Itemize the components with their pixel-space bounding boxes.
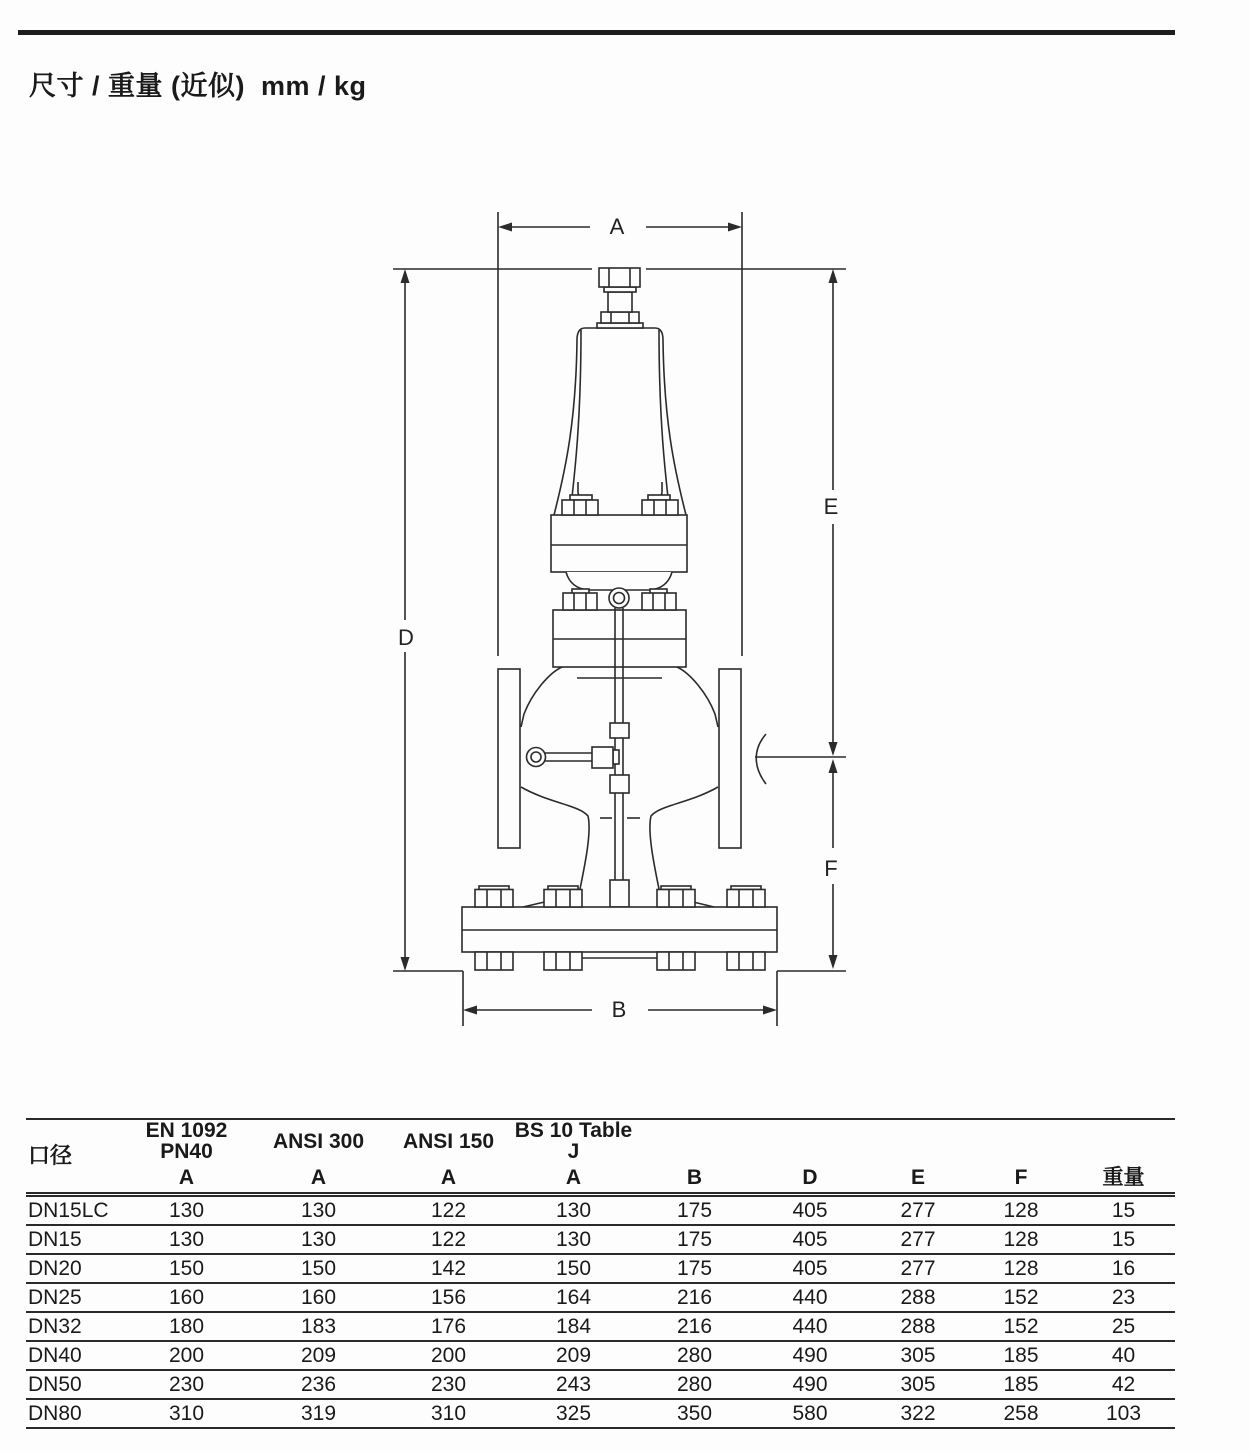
column-header-e: E <box>866 1162 970 1195</box>
valve-drawing <box>462 268 777 970</box>
row-size: DN20 <box>26 1254 121 1283</box>
row-value: 152 <box>970 1312 1072 1341</box>
row-value: 160 <box>252 1283 385 1312</box>
row-value: 325 <box>512 1399 635 1428</box>
row-value: 180 <box>121 1312 252 1341</box>
row-value: 184 <box>512 1312 635 1341</box>
nut <box>475 952 513 970</box>
dim-b <box>463 997 777 1022</box>
dim-b-label: B <box>611 997 627 1022</box>
table-row <box>26 1399 1175 1428</box>
row-value: 322 <box>866 1399 970 1428</box>
row-value: 277 <box>866 1254 970 1283</box>
row-value: 150 <box>121 1254 252 1283</box>
row-value: 128 <box>970 1195 1072 1226</box>
column-header-a3: A <box>385 1162 512 1195</box>
dimensions-table <box>26 1118 1175 1429</box>
adjustment-bolt-head <box>599 268 640 287</box>
locknut <box>601 312 639 323</box>
row-value: 405 <box>754 1254 866 1283</box>
row-value: 175 <box>635 1254 754 1283</box>
nut <box>657 952 695 970</box>
row-value: 156 <box>385 1283 512 1312</box>
row-value: 42 <box>1072 1370 1175 1399</box>
bolt <box>475 890 513 908</box>
column-header-f: F <box>970 1162 1072 1195</box>
row-value: 142 <box>385 1254 512 1283</box>
bolt <box>642 593 676 610</box>
dim-f <box>824 759 837 969</box>
row-value: 103 <box>1072 1399 1175 1428</box>
row-value: 185 <box>970 1341 1072 1370</box>
row-size: DN50 <box>26 1370 121 1399</box>
row-value: 280 <box>635 1370 754 1399</box>
spring-housing-flange <box>551 515 687 572</box>
row-value: 185 <box>970 1370 1072 1399</box>
column-header-size: 口径 <box>26 1119 121 1195</box>
row-value: 200 <box>385 1341 512 1370</box>
row-value: 15 <box>1072 1225 1175 1254</box>
row-value: 209 <box>252 1341 385 1370</box>
row-value: 440 <box>754 1283 866 1312</box>
table-row <box>26 1283 1175 1312</box>
row-size: DN32 <box>26 1312 121 1341</box>
dim-a-label: A <box>609 214 625 239</box>
row-value: 128 <box>970 1225 1072 1254</box>
table-body <box>26 1195 1175 1429</box>
table-row <box>26 1254 1175 1283</box>
row-value: 130 <box>252 1195 385 1226</box>
column-header-weight: 重量 <box>1072 1162 1175 1195</box>
spindle-eye <box>527 748 546 767</box>
valve-dimension-diagram <box>380 200 860 1050</box>
row-value: 130 <box>121 1195 252 1226</box>
column-group-ansi150: ANSI 150 <box>402 1129 495 1153</box>
table-sub-header-row <box>26 1162 1175 1195</box>
bolt <box>727 890 765 908</box>
bolt <box>657 890 695 908</box>
table-row <box>26 1195 1175 1226</box>
row-value: 200 <box>121 1341 252 1370</box>
row-value: 122 <box>385 1225 512 1254</box>
row-value: 175 <box>635 1195 754 1226</box>
row-value: 16 <box>1072 1254 1175 1283</box>
dim-f-label: F <box>824 856 838 881</box>
dim-e <box>824 269 839 756</box>
table-row <box>26 1341 1175 1370</box>
row-value: 216 <box>635 1312 754 1341</box>
dim-d <box>398 269 414 971</box>
row-value: 236 <box>252 1370 385 1399</box>
row-value: 150 <box>512 1254 635 1283</box>
column-header-a2: A <box>252 1162 385 1195</box>
row-value: 230 <box>385 1370 512 1399</box>
valve-body <box>521 667 562 727</box>
outlet-flange <box>719 669 741 848</box>
inlet-flange <box>498 669 520 848</box>
row-value: 209 <box>512 1341 635 1370</box>
dim-e-label: E <box>823 494 839 519</box>
row-value: 183 <box>252 1312 385 1341</box>
row-value: 176 <box>385 1312 512 1341</box>
row-value: 319 <box>252 1399 385 1428</box>
row-value: 25 <box>1072 1312 1175 1341</box>
row-value: 130 <box>252 1225 385 1254</box>
row-value: 258 <box>970 1399 1072 1428</box>
row-value: 280 <box>635 1341 754 1370</box>
row-value: 175 <box>635 1225 754 1254</box>
column-header-a4: A <box>512 1162 635 1195</box>
row-value: 305 <box>866 1341 970 1370</box>
row-value: 216 <box>635 1283 754 1312</box>
bolt <box>642 500 678 515</box>
row-value: 130 <box>121 1225 252 1254</box>
row-value: 490 <box>754 1370 866 1399</box>
row-value: 350 <box>635 1399 754 1428</box>
column-group-en1092: EN 1092 PN40 <box>145 1119 228 1163</box>
nut <box>544 952 582 970</box>
row-size: DN25 <box>26 1283 121 1312</box>
row-value: 243 <box>512 1370 635 1399</box>
row-value: 160 <box>121 1283 252 1312</box>
row-value: 310 <box>385 1399 512 1428</box>
row-size: DN80 <box>26 1399 121 1428</box>
table-group-header-row <box>26 1119 1175 1162</box>
dim-d-label: D <box>398 625 414 650</box>
row-value: 310 <box>121 1399 252 1428</box>
row-value: 305 <box>866 1370 970 1399</box>
row-value: 23 <box>1072 1283 1175 1312</box>
table-row <box>26 1312 1175 1341</box>
row-size: DN40 <box>26 1341 121 1370</box>
column-group-ansi300: ANSI 300 <box>272 1129 365 1153</box>
row-value: 130 <box>512 1225 635 1254</box>
dim-a <box>498 214 742 239</box>
row-value: 490 <box>754 1341 866 1370</box>
column-header-d: D <box>754 1162 866 1195</box>
row-size: DN15 <box>26 1225 121 1254</box>
row-value: 150 <box>252 1254 385 1283</box>
row-value: 288 <box>866 1312 970 1341</box>
row-value: 152 <box>970 1283 1072 1312</box>
row-value: 405 <box>754 1225 866 1254</box>
spindle-block <box>592 747 613 768</box>
top-rule-divider <box>18 30 1175 35</box>
table-row <box>26 1225 1175 1254</box>
column-header-b: B <box>635 1162 754 1195</box>
row-value: 40 <box>1072 1341 1175 1370</box>
table-row <box>26 1370 1175 1399</box>
row-value: 128 <box>970 1254 1072 1283</box>
row-value: 230 <box>121 1370 252 1399</box>
nut <box>727 952 765 970</box>
row-value: 122 <box>385 1195 512 1226</box>
row-value: 277 <box>866 1225 970 1254</box>
row-size: DN15LC <box>26 1195 121 1226</box>
column-header-a1: A <box>121 1162 252 1195</box>
row-value: 288 <box>866 1283 970 1312</box>
row-value: 405 <box>754 1195 866 1226</box>
bolt <box>563 593 597 610</box>
row-value: 130 <box>512 1195 635 1226</box>
bolt <box>544 890 582 908</box>
row-value: 580 <box>754 1399 866 1428</box>
bolt <box>562 500 598 515</box>
page-title: 尺寸 / 重量 (近似) mm / kg <box>29 71 367 101</box>
row-value: 440 <box>754 1312 866 1341</box>
row-value: 277 <box>866 1195 970 1226</box>
column-group-bs10: BS 10 Table J <box>514 1119 633 1163</box>
row-value: 164 <box>512 1283 635 1312</box>
row-value: 15 <box>1072 1195 1175 1226</box>
